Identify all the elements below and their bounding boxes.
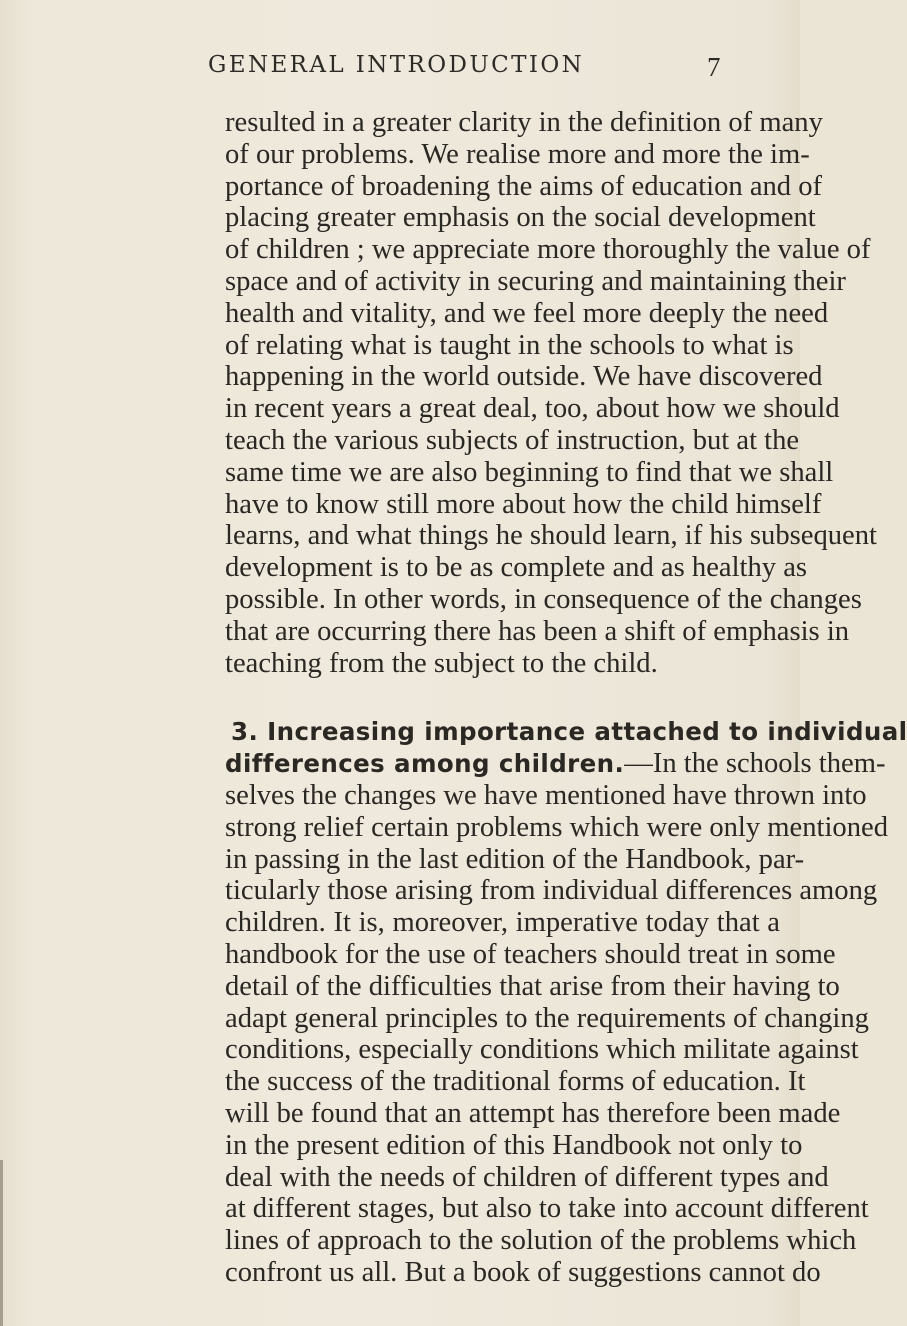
text-line: possible. In other words, in consequence of the changes (225, 583, 862, 615)
paragraph-spacer (225, 679, 780, 716)
text-line: have to know still more about how the child himself (225, 488, 822, 520)
body-text (225, 107, 907, 1289)
text-line: at different stages, but also to take into account different (225, 1193, 869, 1225)
text-line: teaching from the subject to the child. (225, 647, 658, 679)
text-line: the success of the traditional forms of education. It (225, 1066, 806, 1098)
text-line: development is to be as complete and as healthy as (225, 552, 808, 584)
text-line: happening in the world outside. We have discovered (225, 361, 823, 393)
text-line: strong relief certain problems which were only mentioned (225, 811, 889, 843)
text-line: in recent years a great deal, too, about how we should (225, 393, 840, 425)
text-line (225, 748, 886, 780)
text-line: selves the changes we have mentioned have thrown into (225, 779, 867, 811)
text-line: handbook for the use of teachers should treat in some (225, 938, 836, 970)
section-heading-continued: differences among children. (225, 749, 625, 779)
text-run: —In the schools them- (624, 748, 886, 780)
page-number: 7 (707, 52, 721, 82)
text-line: of children ; we appreciate more thoroughly the value of (225, 234, 871, 266)
text-line: space and of activity in securing and maintaining their (225, 265, 846, 297)
paragraph-1 (225, 107, 877, 679)
text-line: that are occurring there has been a shift of emphasis in (225, 615, 850, 647)
page-header (0, 52, 800, 92)
page-edge-shadow (0, 1160, 3, 1326)
text-line: lines of approach to the solution of the problems which (225, 1225, 857, 1257)
text-line: will be found that an attempt has therefore been made (225, 1097, 841, 1129)
text-line: ticularly those arising from individual differences among (225, 875, 878, 907)
text-line: in passing in the last edition of the Handbook, par- (225, 843, 805, 875)
text-line: in the present edition of this Handbook not only to (225, 1129, 803, 1161)
text-line: portance of broadening the aims of education and of (225, 170, 823, 202)
text-line: learns, and what things he should learn, if his subsequent (225, 520, 877, 552)
text-line: of our problems. We realise more and more the im- (225, 138, 810, 170)
text-line: confront us all. But a book of suggestions cannot do (225, 1256, 821, 1288)
text-line: resulted in a greater clarity in the definition of many (225, 107, 823, 138)
text-line: same time we are also beginning to find that we shall (225, 456, 834, 488)
paragraph-2 (225, 716, 907, 1288)
text-line: conditions, especially conditions which militate against (225, 1034, 859, 1066)
text-line: children. It is, moreover, imperative today that a (225, 907, 780, 939)
text-line: detail of the difficulties that arise from their having to (225, 970, 840, 1002)
text-line: health and vitality, and we feel more deeply the need (225, 297, 829, 329)
text-line: deal with the needs of children of different types and (225, 1161, 829, 1193)
section-heading-line (225, 716, 907, 748)
text-line: adapt general principles to the requirements of changing (225, 1002, 869, 1034)
text-line: of relating what is taught in the schools to what is (225, 329, 794, 361)
text-line: teach the various subjects of instruction, but at the (225, 424, 800, 456)
text-line: placing greater emphasis on the social development (225, 202, 816, 234)
running-title: GENERAL INTRODUCTION (208, 52, 585, 78)
section-heading: 3. Increasing importance attached to individual (231, 717, 907, 747)
